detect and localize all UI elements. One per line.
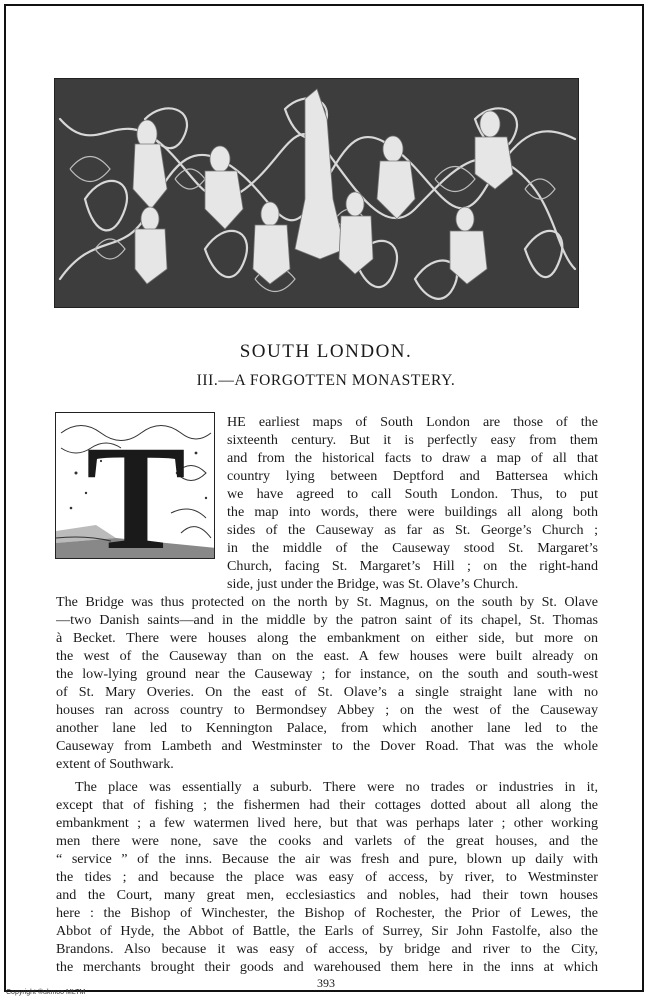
page-number: 393: [317, 976, 335, 990]
body-text-line: and from the historical facts to draw a map of all that: [227, 450, 598, 466]
body-text-line: “ service ” of the inns. Because the air was fresh and pure, blown up daily with: [56, 851, 598, 867]
body-text-line: houses ran across country to Bermondsey Abbey ; on the west of the Causeway: [56, 702, 598, 718]
body-text-line: in the middle of the Causeway stood St. Margaret’s: [227, 540, 598, 556]
body-text-line: The place was essentially a suburb. There were no trades or industries in it,: [75, 779, 598, 795]
body-text-line: the tides ; and because the place was easy of access, by river, to Westminster: [56, 869, 598, 885]
body-text-line: we have agreed to call South London. Thus, to put: [227, 486, 598, 502]
body-text-line: and the Court, many great men, ecclesiastics and nobles, had their town houses: [56, 887, 598, 903]
decorated-initial: [55, 412, 215, 559]
copyright-notice: Copyright ©ukmoo MLTM: [6, 989, 86, 996]
body-text-line: the merchants brought their goods and warehoused them here in the inns at which: [56, 959, 598, 975]
body-text-line: embankment ; a few watermen lived here, but that was perhaps later ; other working: [56, 815, 598, 831]
body-text-line: HE earliest maps of South London are those of the: [227, 414, 598, 430]
body-text-line: the west of the Causeway than on the east. A few houses were built already on: [56, 648, 598, 664]
body-text-line: extent of Southwark.: [56, 756, 174, 772]
body-text-line: of St. Mary Overies. On the east of St. Olave’s a single straight lane with no: [56, 684, 598, 700]
body-text-line: except that of fishing ; the fishermen had their cottages dotted about all along the: [56, 797, 598, 813]
dropcap-letter: T: [86, 415, 187, 559]
body-text-line: The Bridge was thus protected on the north by St. Magnus, on the south by St. Olave: [56, 594, 598, 610]
article-title: SOUTH LONDON.: [239, 341, 413, 362]
body-text-line: Brandons. Also because it was easy of access, by bridge and river to the City,: [56, 941, 598, 957]
body-text-line: sixteenth century. But it is perfectly easy from them: [227, 432, 598, 448]
engraved-header-illustration: [54, 78, 579, 308]
body-text-line: Abbot of Hyde, the Abbot of Battle, the Earls of Surrey, Sir John Fastolfe, also the: [56, 923, 598, 939]
body-text-line: another lane led to Kennington Palace, from which another lane led to the: [56, 720, 598, 736]
body-text-line: side, just under the Bridge, was St. Olave’s Church.: [227, 576, 519, 592]
body-text-line: Causeway from Lambeth and Westminster to the Dover Road. That was the whole: [56, 738, 598, 754]
body-text-line: men there were none, save the cooks and varlets of the great houses, and the: [56, 833, 598, 849]
body-text-line: —two Danish saints—and in the middle by the patron saint of its chapel, St. Thomas: [56, 612, 598, 628]
body-text-line: sides of the Causeway as far as St. George’s Church ;: [227, 522, 598, 538]
body-text-line: here : the Bishop of Winchester, the Bishop of Rochester, the Prior of Lewes, the: [56, 905, 598, 921]
body-text-line: the low-lying ground near the Causeway ; for instance, on the south and south-west: [56, 666, 598, 682]
article-subtitle: III.—A FORGOTTEN MONASTERY.: [196, 372, 456, 389]
body-text-line: à Becket. There were houses along the embankment on either side, but more on: [56, 630, 598, 646]
body-text-line: the map into words, there were buildings all along both: [227, 504, 598, 520]
body-text-line: country lying between Deptford and Battersea which: [227, 468, 598, 484]
body-text-line: Church, facing St. Margaret’s Hill ; on the right-hand: [227, 558, 598, 574]
